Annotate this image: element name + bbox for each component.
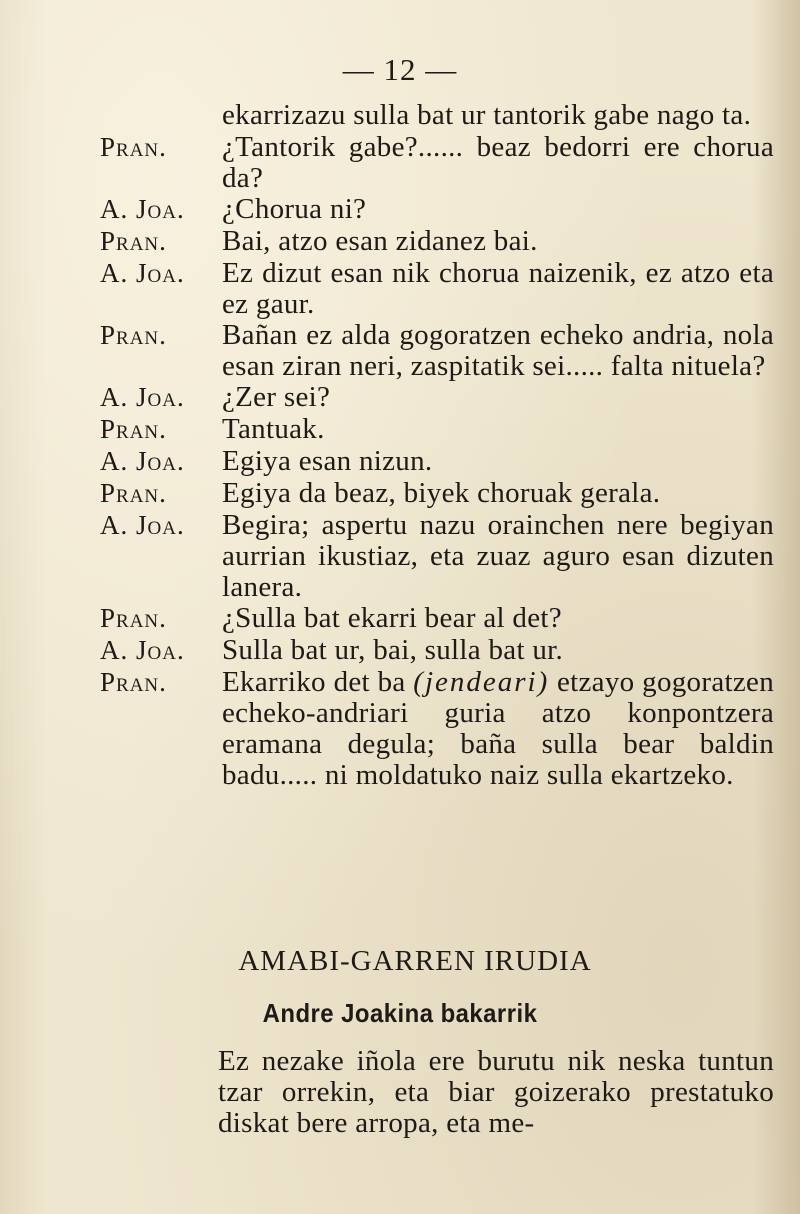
speech-text: ¿Zer sei? [222,381,331,413]
speech-text: ¿Sulla bat ekarri bear al det? [222,602,562,634]
speech-text: Bai, atzo esan zidanez bai. [222,225,538,257]
speaker-label: Pran. [100,132,167,162]
stage-direction: (jendeari) [413,666,550,698]
speech-text: Bañan ez alda gogoratzen echeko andria, nola esan ziran neri, zaspitatik sei..... falta nituela? [222,319,774,382]
scene-subtitle: Andre Joakina bakarrik [262,998,538,1028]
speech-text: ¿Tantorik gabe?...... beaz bedorri ere chorua da? [222,131,774,194]
dialogue-turn [0,194,800,226]
speaker-label: Pran. [100,320,167,350]
speaker-label: Pran. [100,667,167,697]
dialogue-turn [0,510,800,603]
speaker-label: A. Joa. [100,446,185,476]
dialogue-turn [0,132,800,194]
speaker-label: A. Joa. [100,194,185,224]
speech-text: Egiya esan nizun. [222,445,433,477]
speech-text: Ez dizut esan nik chorua naizenik, ez atzo eta ez gaur. [222,257,774,320]
page-number: — 12 — [342,52,458,87]
dialogue-turn [0,382,800,414]
speaker-label: A. Joa. [100,382,185,412]
dialogue-turn [0,603,800,635]
speaker-label: A. Joa. [100,635,185,665]
dialogue-turn [0,414,800,446]
dialogue-turn [0,258,800,320]
speaker-label: A. Joa. [100,258,185,288]
dialogue-block [0,100,800,791]
speech-text: Egiya da beaz, biyek choruak gerala. [222,477,661,509]
speech-text-part: Ekarriko det ba [222,666,414,698]
narration-text: Ez nezake iñola ere burutu nik neska tuntun tzar orrekin, eta biar goizerako prestatuko diskat bere arropa, eta me- [218,1045,774,1139]
speech-text: Sulla bat ur, bai, sulla bat ur. [222,634,564,666]
dialogue-turn [0,226,800,258]
speaker-label: Pran. [100,478,167,508]
speaker-label: Pran. [100,414,167,444]
dialogue-turn [0,446,800,478]
dialogue-turn [0,320,800,382]
speaker-label: Pran. [100,226,167,256]
speech-text [222,667,774,791]
speaker-label: Pran. [100,603,167,633]
speech-text-part: etzayo gogoratzen echeko-andriari guria atzo konpontzera eramana degula; baña sulla bear baldin badu..... ni moldatuko naiz sulla ekartzeko. [222,666,774,791]
dialogue-turn [0,635,800,667]
speech-text: ¿Chorua ni? [222,193,367,225]
scene-title: AMABI-GARREN IRUDIA [238,945,592,977]
dialogue-turn [0,100,800,132]
speech-text: Tantuak. [222,413,325,445]
dialogue-turn [0,667,800,791]
speech-text: Begira; aspertu nazu orainchen nere begiyan aurrian ikustiaz, eta zuaz aguro esan dizuten lanera. [222,509,774,603]
speech-text: ekarrizazu sulla bat ur tantorik gabe nago ta. [222,99,752,131]
speaker-label: A. Joa. [100,510,185,540]
dialogue-turn [0,478,800,510]
